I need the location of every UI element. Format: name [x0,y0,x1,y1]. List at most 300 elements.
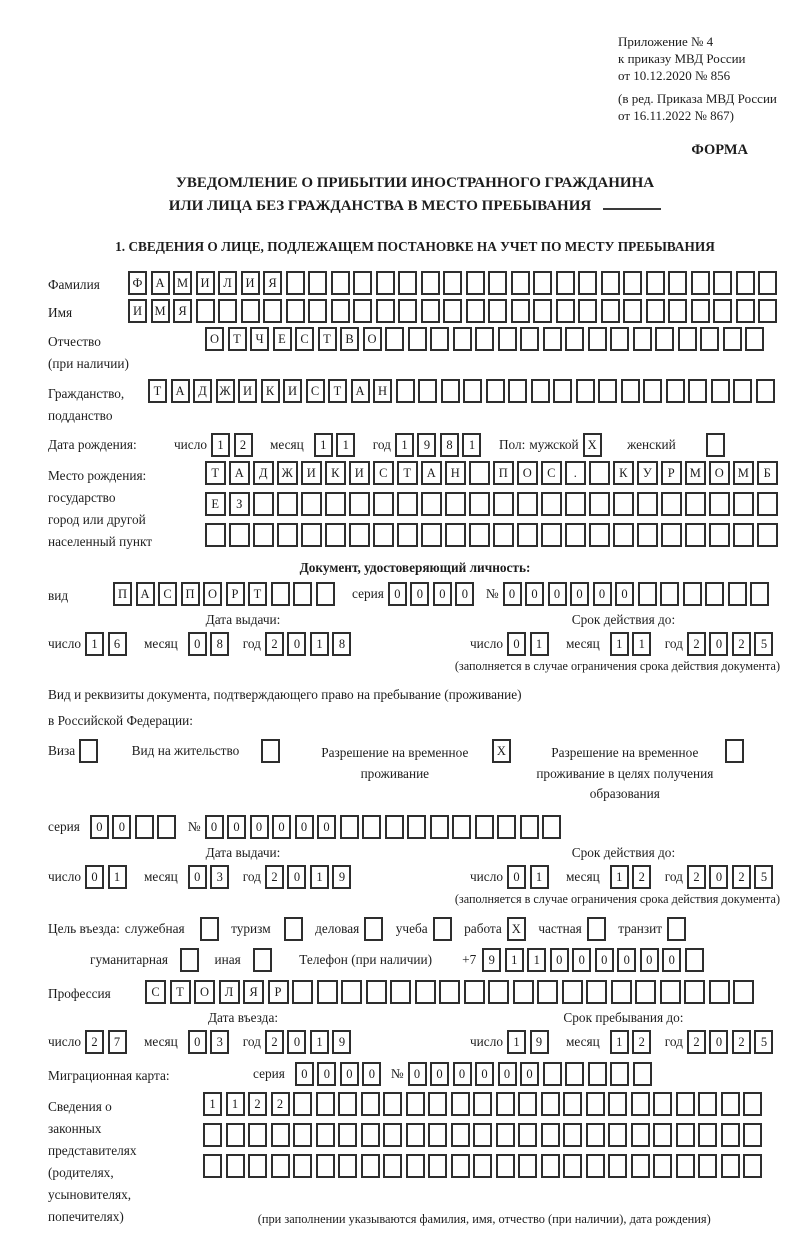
char-cell[interactable]: 1 [310,1030,329,1054]
char-cell[interactable] [331,271,350,295]
char-cell[interactable] [205,523,226,547]
char-cell[interactable] [338,1092,357,1116]
char-cell[interactable] [728,582,747,606]
char-cell[interactable] [683,582,702,606]
char-cell[interactable] [376,299,395,323]
char-cell[interactable]: 0 [507,632,526,656]
char-cell[interactable] [586,980,607,1004]
char-cell[interactable] [293,1154,312,1178]
char-cell[interactable] [421,523,442,547]
char-cell[interactable] [631,1123,650,1147]
char-cell[interactable] [511,271,530,295]
char-cell[interactable] [293,1123,312,1147]
char-cell[interactable] [713,299,732,323]
char-cell[interactable]: 1 [507,1030,526,1054]
checkbox-cell[interactable] [200,917,219,941]
char-cell[interactable]: В [340,327,359,351]
char-cell[interactable] [203,1154,222,1178]
char-cell[interactable] [473,1154,492,1178]
checkbox-cell[interactable] [587,917,606,941]
char-cell[interactable]: 0 [550,948,569,972]
char-cell[interactable]: О [709,461,730,485]
char-cell[interactable]: И [196,271,215,295]
char-cell[interactable]: Т [318,327,337,351]
char-cell[interactable]: 0 [548,582,567,606]
char-cell[interactable]: К [325,461,346,485]
char-cell[interactable]: 0 [90,815,109,839]
char-cell[interactable]: 1 [610,865,629,889]
checkbox-cell[interactable] [433,917,452,941]
char-cell[interactable]: Б [757,461,778,485]
char-cell[interactable] [443,271,462,295]
char-cell[interactable] [541,1123,560,1147]
char-cell[interactable] [653,1123,672,1147]
char-cell[interactable] [408,327,427,351]
char-cell[interactable] [466,299,485,323]
char-cell[interactable] [733,492,754,516]
char-cell[interactable] [349,492,370,516]
char-cell[interactable] [608,1123,627,1147]
char-cell[interactable]: 5 [754,865,773,889]
checkbox-cell[interactable] [253,948,272,972]
char-cell[interactable] [316,1123,335,1147]
char-cell[interactable] [563,1092,582,1116]
char-cell[interactable] [631,1154,650,1178]
char-cell[interactable]: 2 [687,632,706,656]
char-cell[interactable]: Т [205,461,226,485]
char-cell[interactable] [338,1154,357,1178]
char-cell[interactable] [586,1154,605,1178]
char-cell[interactable]: А [351,379,370,403]
char-cell[interactable] [383,1092,402,1116]
char-cell[interactable]: 0 [85,865,104,889]
char-cell[interactable]: 0 [188,632,207,656]
char-cell[interactable]: Т [148,379,167,403]
char-cell[interactable] [277,492,298,516]
char-cell[interactable] [518,1123,537,1147]
char-cell[interactable] [407,815,426,839]
char-cell[interactable] [588,327,607,351]
char-cell[interactable]: 0 [340,1062,359,1086]
char-cell[interactable] [601,271,620,295]
char-cell[interactable] [520,327,539,351]
char-cell[interactable]: Н [445,461,466,485]
char-cell[interactable]: 0 [709,632,728,656]
char-cell[interactable] [613,523,634,547]
char-cell[interactable] [226,1123,245,1147]
char-cell[interactable] [430,815,449,839]
char-cell[interactable]: Ф [128,271,147,295]
char-cell[interactable] [685,948,704,972]
char-cell[interactable]: 1 [527,948,546,972]
char-cell[interactable] [533,299,552,323]
char-cell[interactable]: О [363,327,382,351]
char-cell[interactable] [511,299,530,323]
char-cell[interactable] [543,327,562,351]
char-cell[interactable]: 9 [482,948,501,972]
char-cell[interactable] [349,523,370,547]
char-cell[interactable]: 1 [610,1030,629,1054]
char-cell[interactable]: А [421,461,442,485]
char-cell[interactable] [733,379,752,403]
char-cell[interactable]: 0 [503,582,522,606]
char-cell[interactable]: 1 [632,632,651,656]
char-cell[interactable] [721,1092,740,1116]
char-cell[interactable] [646,299,665,323]
char-cell[interactable]: 1 [314,433,333,457]
char-cell[interactable]: К [261,379,280,403]
char-cell[interactable]: 2 [85,1030,104,1054]
char-cell[interactable] [253,523,274,547]
char-cell[interactable]: 1 [462,433,481,457]
char-cell[interactable]: 1 [211,433,230,457]
char-cell[interactable] [646,271,665,295]
char-cell[interactable] [341,980,362,1004]
char-cell[interactable]: 2 [732,1030,751,1054]
char-cell[interactable] [469,492,490,516]
char-cell[interactable] [676,1092,695,1116]
char-cell[interactable]: А [229,461,250,485]
char-cell[interactable] [611,980,632,1004]
char-cell[interactable] [676,1154,695,1178]
char-cell[interactable] [588,1062,607,1086]
char-cell[interactable] [513,980,534,1004]
char-cell[interactable]: И [349,461,370,485]
checkbox-cell[interactable] [667,917,686,941]
char-cell[interactable]: 6 [108,632,127,656]
char-cell[interactable]: 0 [453,1062,472,1086]
char-cell[interactable]: 0 [709,865,728,889]
char-cell[interactable]: 0 [205,815,224,839]
char-cell[interactable]: Е [273,327,292,351]
char-cell[interactable] [398,271,417,295]
char-cell[interactable] [373,492,394,516]
char-cell[interactable] [421,492,442,516]
char-cell[interactable]: 0 [525,582,544,606]
char-cell[interactable]: С [295,327,314,351]
char-cell[interactable] [678,327,697,351]
char-cell[interactable]: 2 [632,1030,651,1054]
char-cell[interactable] [428,1092,447,1116]
char-cell[interactable] [340,815,359,839]
char-cell[interactable] [660,582,679,606]
char-cell[interactable] [338,1123,357,1147]
char-cell[interactable] [253,492,274,516]
char-cell[interactable]: Ч [250,327,269,351]
char-cell[interactable] [698,1092,717,1116]
char-cell[interactable]: 1 [85,632,104,656]
char-cell[interactable] [331,299,350,323]
char-cell[interactable] [576,379,595,403]
char-cell[interactable]: 2 [265,632,284,656]
char-cell[interactable] [691,271,710,295]
char-cell[interactable] [441,379,460,403]
char-cell[interactable]: 1 [610,632,629,656]
char-cell[interactable] [610,1062,629,1086]
char-cell[interactable] [157,815,176,839]
char-cell[interactable] [589,523,610,547]
char-cell[interactable] [668,299,687,323]
char-cell[interactable] [443,299,462,323]
checkbox-cell[interactable] [284,917,303,941]
char-cell[interactable] [248,1123,267,1147]
checkbox-cell[interactable] [364,917,383,941]
char-cell[interactable] [308,299,327,323]
char-cell[interactable] [466,271,485,295]
char-cell[interactable] [362,815,381,839]
char-cell[interactable] [430,327,449,351]
char-cell[interactable] [316,582,335,606]
char-cell[interactable]: 2 [271,1092,290,1116]
char-cell[interactable] [698,1123,717,1147]
char-cell[interactable]: 2 [687,865,706,889]
char-cell[interactable]: Р [661,461,682,485]
char-cell[interactable]: Я [263,271,282,295]
char-cell[interactable]: 0 [295,1062,314,1086]
char-cell[interactable] [563,1123,582,1147]
char-cell[interactable] [383,1154,402,1178]
char-cell[interactable]: М [733,461,754,485]
char-cell[interactable] [135,815,154,839]
char-cell[interactable] [497,815,516,839]
char-cell[interactable]: 0 [709,1030,728,1054]
char-cell[interactable] [286,299,305,323]
char-cell[interactable] [743,1123,762,1147]
char-cell[interactable] [488,980,509,1004]
char-cell[interactable]: И [241,271,260,295]
char-cell[interactable] [385,327,404,351]
char-cell[interactable] [637,492,658,516]
char-cell[interactable]: С [373,461,394,485]
char-cell[interactable]: 0 [287,632,306,656]
char-cell[interactable]: 0 [572,948,591,972]
char-cell[interactable] [301,523,322,547]
char-cell[interactable] [361,1092,380,1116]
char-cell[interactable] [660,980,681,1004]
char-cell[interactable]: П [181,582,200,606]
char-cell[interactable] [376,271,395,295]
char-cell[interactable] [613,492,634,516]
char-cell[interactable] [271,582,290,606]
checkbox-cell[interactable] [180,948,199,972]
char-cell[interactable]: 0 [570,582,589,606]
char-cell[interactable]: 1 [505,948,524,972]
char-cell[interactable] [518,1092,537,1116]
char-cell[interactable] [723,327,742,351]
char-cell[interactable] [498,327,517,351]
char-cell[interactable]: П [113,582,132,606]
char-cell[interactable] [556,271,575,295]
char-cell[interactable]: Н [373,379,392,403]
char-cell[interactable] [469,523,490,547]
char-cell[interactable] [361,1123,380,1147]
char-cell[interactable] [758,299,777,323]
char-cell[interactable]: 1 [336,433,355,457]
char-cell[interactable] [598,379,617,403]
char-cell[interactable] [608,1154,627,1178]
char-cell[interactable] [556,299,575,323]
char-cell[interactable] [451,1154,470,1178]
char-cell[interactable] [473,1092,492,1116]
char-cell[interactable] [325,523,346,547]
checkbox-cell[interactable] [706,433,725,457]
char-cell[interactable]: П [493,461,514,485]
char-cell[interactable]: И [238,379,257,403]
char-cell[interactable] [713,271,732,295]
char-cell[interactable] [493,523,514,547]
char-cell[interactable] [398,299,417,323]
char-cell[interactable] [271,1123,290,1147]
char-cell[interactable] [421,299,440,323]
char-cell[interactable] [293,1092,312,1116]
char-cell[interactable] [518,1154,537,1178]
char-cell[interactable]: Т [397,461,418,485]
char-cell[interactable] [733,523,754,547]
char-cell[interactable]: К [613,461,634,485]
char-cell[interactable]: Т [170,980,191,1004]
char-cell[interactable] [653,1154,672,1178]
char-cell[interactable] [668,271,687,295]
char-cell[interactable] [565,327,584,351]
char-cell[interactable]: Д [193,379,212,403]
char-cell[interactable]: 9 [530,1030,549,1054]
char-cell[interactable] [541,1154,560,1178]
char-cell[interactable] [301,492,322,516]
char-cell[interactable]: 2 [732,632,751,656]
char-cell[interactable]: . [565,461,586,485]
char-cell[interactable] [353,271,372,295]
char-cell[interactable]: 0 [593,582,612,606]
char-cell[interactable] [218,299,237,323]
char-cell[interactable] [316,1092,335,1116]
char-cell[interactable] [383,1123,402,1147]
char-cell[interactable]: Ж [277,461,298,485]
char-cell[interactable] [757,492,778,516]
char-cell[interactable] [711,379,730,403]
char-cell[interactable]: И [301,461,322,485]
char-cell[interactable] [353,299,372,323]
char-cell[interactable]: Я [243,980,264,1004]
char-cell[interactable]: 0 [295,815,314,839]
char-cell[interactable]: И [283,379,302,403]
char-cell[interactable] [541,1092,560,1116]
char-cell[interactable] [229,523,250,547]
char-cell[interactable]: 1 [530,632,549,656]
char-cell[interactable]: 9 [332,1030,351,1054]
char-cell[interactable] [589,461,610,485]
char-cell[interactable] [406,1092,425,1116]
char-cell[interactable] [486,379,505,403]
char-cell[interactable]: 0 [507,865,526,889]
char-cell[interactable] [451,1123,470,1147]
char-cell[interactable]: 0 [498,1062,517,1086]
char-cell[interactable]: 2 [687,1030,706,1054]
char-cell[interactable]: 0 [287,865,306,889]
char-cell[interactable]: 1 [395,433,414,457]
char-cell[interactable] [517,523,538,547]
char-cell[interactable] [541,523,562,547]
char-cell[interactable] [277,523,298,547]
char-cell[interactable] [390,980,411,1004]
char-cell[interactable]: О [205,327,224,351]
char-cell[interactable] [464,980,485,1004]
char-cell[interactable] [496,1092,515,1116]
char-cell[interactable] [601,299,620,323]
char-cell[interactable] [709,492,730,516]
char-cell[interactable] [531,379,550,403]
char-cell[interactable] [421,271,440,295]
char-cell[interactable] [542,815,561,839]
char-cell[interactable]: 7 [108,1030,127,1054]
char-cell[interactable] [543,1062,562,1086]
checkbox-cell[interactable]: X [507,917,526,941]
char-cell[interactable] [745,327,764,351]
char-cell[interactable]: 9 [332,865,351,889]
char-cell[interactable]: 0 [595,948,614,972]
char-cell[interactable]: 1 [310,865,329,889]
char-cell[interactable]: 5 [754,632,773,656]
char-cell[interactable] [248,1154,267,1178]
char-cell[interactable]: Т [248,582,267,606]
char-cell[interactable] [488,299,507,323]
char-cell[interactable] [397,492,418,516]
char-cell[interactable]: 0 [112,815,131,839]
char-cell[interactable] [520,815,539,839]
char-cell[interactable]: 2 [732,865,751,889]
char-cell[interactable]: О [517,461,538,485]
char-cell[interactable] [406,1154,425,1178]
char-cell[interactable] [565,492,586,516]
char-cell[interactable]: 1 [310,632,329,656]
char-cell[interactable] [406,1123,425,1147]
char-cell[interactable]: 0 [475,1062,494,1086]
char-cell[interactable]: 0 [362,1062,381,1086]
char-cell[interactable]: Ж [216,379,235,403]
char-cell[interactable]: 8 [210,632,229,656]
char-cell[interactable] [271,1154,290,1178]
char-cell[interactable]: Т [228,327,247,351]
char-cell[interactable] [691,299,710,323]
char-cell[interactable] [623,299,642,323]
char-cell[interactable] [493,492,514,516]
char-cell[interactable]: 2 [234,433,253,457]
char-cell[interactable] [445,523,466,547]
char-cell[interactable] [361,1154,380,1178]
char-cell[interactable] [562,980,583,1004]
char-cell[interactable]: Л [218,271,237,295]
char-cell[interactable] [325,492,346,516]
char-cell[interactable] [397,523,418,547]
char-cell[interactable] [623,271,642,295]
char-cell[interactable]: 0 [272,815,291,839]
char-cell[interactable] [565,523,586,547]
char-cell[interactable] [366,980,387,1004]
char-cell[interactable]: О [203,582,222,606]
char-cell[interactable] [586,1092,605,1116]
char-cell[interactable] [666,379,685,403]
char-cell[interactable] [621,379,640,403]
char-cell[interactable] [373,523,394,547]
char-cell[interactable] [496,1154,515,1178]
char-cell[interactable]: 1 [203,1092,222,1116]
char-cell[interactable]: 8 [332,632,351,656]
char-cell[interactable] [661,492,682,516]
char-cell[interactable]: Д [253,461,274,485]
char-cell[interactable] [316,1154,335,1178]
char-cell[interactable] [750,582,769,606]
char-cell[interactable]: Я [173,299,192,323]
char-cell[interactable]: 0 [317,1062,336,1086]
